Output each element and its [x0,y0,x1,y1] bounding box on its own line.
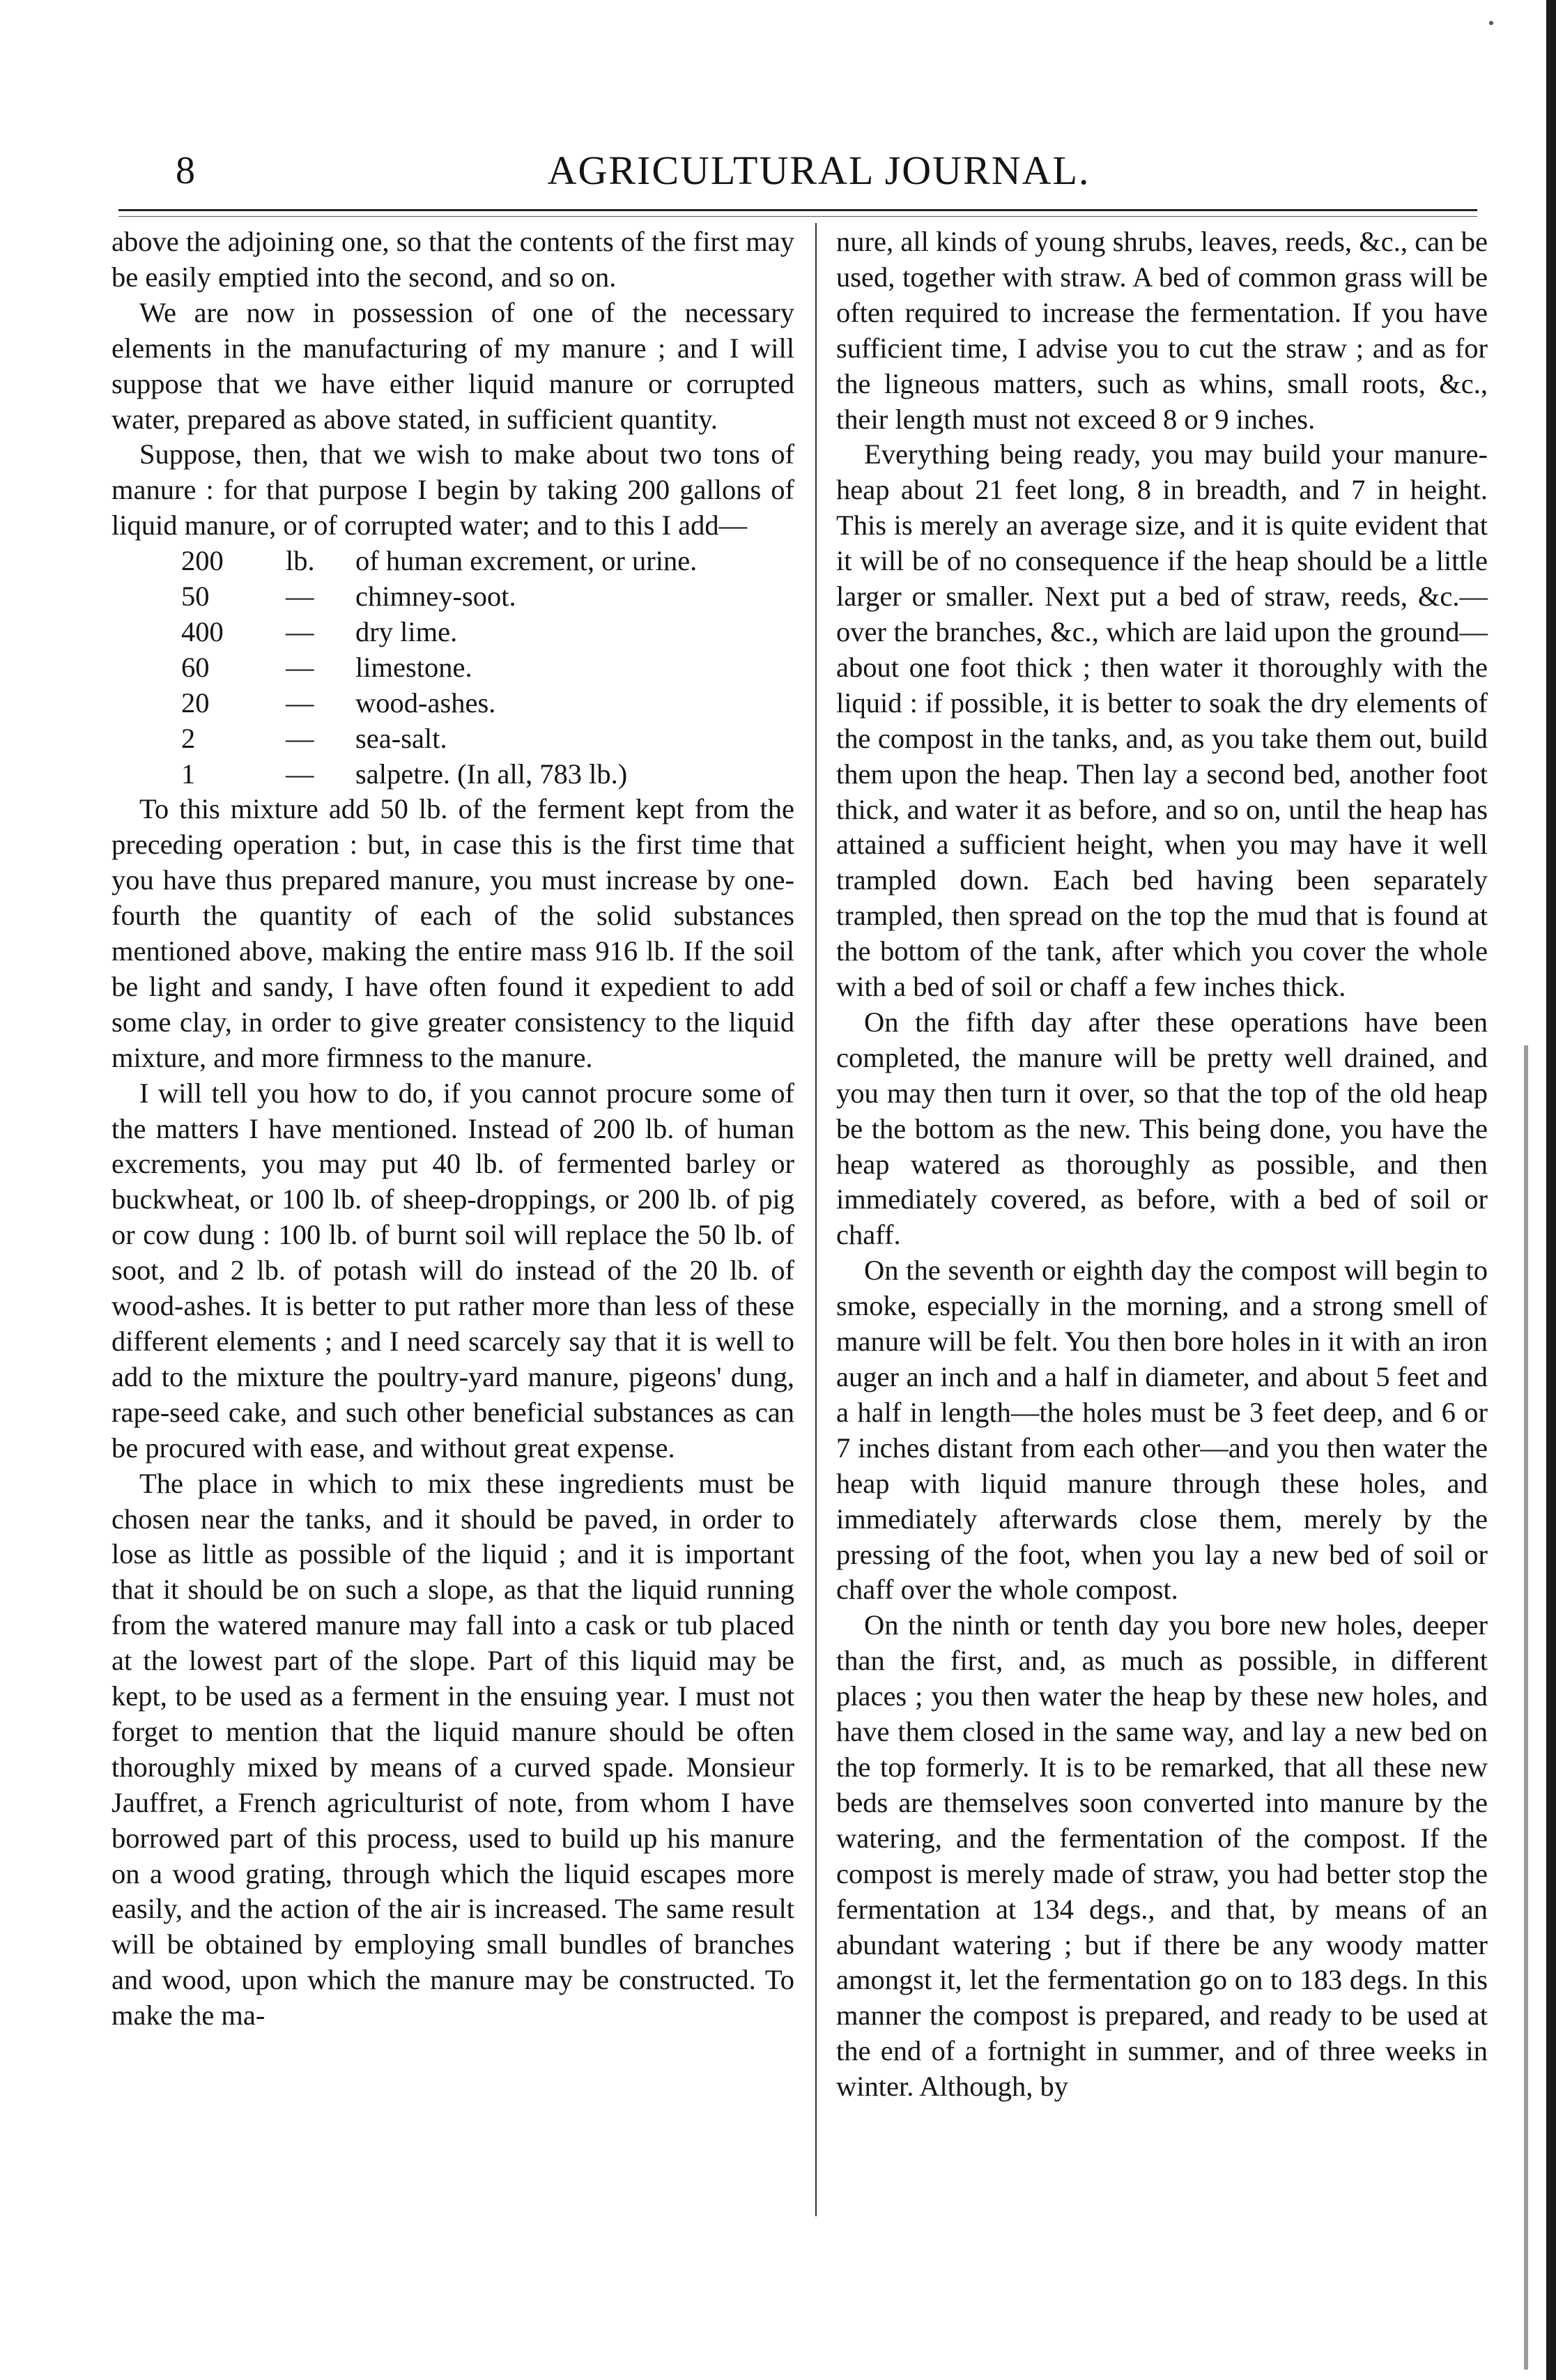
ingredient-qty: 1 [181,758,196,790]
page-number: 8 [176,149,195,192]
ingredient-item: of human excrement, or urine. [355,545,698,577]
paragraph: Suppose, then, that we wish to make about two tons of manure : for that purpose I begin by taking 200 gallons of liquid manure, or of corrupted water; and to this I add— [111,438,794,542]
ingredient-item: sea-salt. [355,722,447,754]
ingredient-list [111,544,794,792]
right-column [836,224,1488,2105]
paragraph: I will tell you how to do, if you cannot procure some of the matters I have mentioned. Instead of 200 lb. of human excrements, you may put 40 lb. of fermented barley or buckwheat, or 100 lb. of sheep-droppings, or 200 lb. of pig or cow dung : 100 lb. of burnt soil will replace the 50 lb. of soot, and 2 lb. of potash will do instead of the 20 lb. of wood-ashes. It is better to put rather more than less of these different elements ; and I need scarcely say that it is well to add to the mixture the poultry-yard manure, pigeons' dung, rape-seed cake, and such other beneficial substances as can be procured with ease, and without great expense. [111,1077,794,1464]
ingredient-row [111,579,794,615]
column-divider [815,223,817,2216]
ingredient-row [111,686,794,721]
ingredient-unit: — [286,651,314,683]
ingredient-qty: 400 [181,615,224,647]
paragraph: On the ninth or tenth day you bore new holes, deeper than the first, and, as much as possible, in different places ; you then water the heap by these new holes, and have them closed in the same way, and lay a new bed on the top formerly. It is to be remarked, that all these new beds are themselves soon converted into manure by the watering, and the fermentation of the compost. If the compost is merely made of straw, you had better stop the fermentation at 134 degs., and that, by means of an abundant watering ; but if there be any woody matter amongst it, let the fermentation go on to 183 degs. In this manner the compost is prepared, and ready to be used at the end of a fortnight in summer, and of three weeks in winter. Although, by [836,1609,1488,2103]
paragraph: On the seventh or eighth day the compost will begin to smoke, especially in the morning, and a strong smell of manure will be felt. You then bore holes in it with an iron auger an inch and a half in diameter, and about 5 feet and a half in length—the holes must be 3 feet deep, and 6 or 7 inches distant from each other—and you then water the heap with liquid manure through these holes, and immediately afterwards close them, merely by the pressing of the foot, when you lay a new bed of soil or chaff over the whole compost. [836,1254,1488,1606]
ingredient-unit: — [286,722,314,754]
scan-speck [1489,21,1493,25]
ingredient-row [111,650,794,686]
page-header [118,143,1463,199]
paragraph: We are now in possession of one of the necessary elements in the manufacturing of my manure ; and I will suppose that we have either liquid manure or corrupted water, prepared as above stated, in sufficient quantity. [111,296,794,435]
running-title: AGRICULTURAL JOURNAL. [547,148,1091,193]
scan-shadow [1524,1045,1528,2370]
ingredient-row [111,757,794,792]
ingredient-row [111,544,794,579]
ingredient-row [111,721,794,757]
paragraph: The place in which to mix these ingredients must be chosen near the tanks, and it should be paved, in order to lose as little as possible of the liquid ; and it is important that it should be on such a slope, as that the liquid running from the watered manure may fall into a cask or tub placed at the lowest part of the slope. Part of this liquid may be kept, to be used as a ferment in the ensuing year. I must not forget to mention that the liquid manure should be often thoroughly mixed by means of a curved spade. Monsieur Jauffret, a French agriculturist of note, from whom I have borrowed part of this process, used to build up his manure on a wood grating, through which the liquid escapes more easily, and the action of the air is increased. The same result will be obtained by employing small bundles of branches and wood, upon which the manure may be constructed. To make the ma- [111,1467,794,2032]
ingredient-item: dry lime. [355,615,458,647]
ingredient-qty: 50 [181,581,210,613]
paragraph: above the adjoining one, so that the contents of the first may be easily emptied into the second, and so on. [111,226,794,293]
ingredient-qty: 200 [181,545,224,577]
header-rule [118,209,1477,211]
ingredient-unit: — [286,581,314,613]
paragraph: On the fifth day after these operations have been completed, the manure will be pretty well drained, and you may then turn it over, so that the top of the old heap be the bottom as the new. This being done, you have the heap watered as thoroughly as possible, and then immediately covered, as before, with a bed of soil or chaff. [836,1006,1488,1251]
ingredient-unit: — [286,615,314,647]
ingredient-row [111,615,794,650]
left-column [111,224,794,2034]
paragraph: Everything being ready, you may build your manure-heap about 21 feet long, 8 in breadth, and 7 in height. This is merely an average size, and it is quite evident that it will be of no consequence if the heap should be a little larger or smaller. Next put a bed of straw, reeds, &c.—over the branches, &c., which are laid upon the ground—about one foot thick ; then water it thoroughly with the liquid : if possible, it is better to soak the dry elements of the compost in the tanks, and, as you take them out, build them upon the heap. Then lay a second bed, another foot thick, and water it as before, and so on, until the heap has attained a sufficient height, when you may have it well trampled down. Each bed having been separately trampled, then spread on the top the mud that is found at the bottom of the tank, after which you cover the whole with a bed of soil or chaff a few inches thick. [836,438,1488,1003]
paragraph: nure, all kinds of young shrubs, leaves, reeds, &c., can be used, together with straw. A bed of common grass will be often required to increase the fermentation. If you have sufficient time, I advise you to cut the straw ; and as for the ligneous matters, such as whins, small roots, &c., their length must not exceed 8 or 9 inches. [836,226,1488,435]
ingredient-unit: — [286,758,314,790]
ingredient-item: wood-ashes. [355,686,496,719]
ingredient-item: salpetre. (In all, 783 lb.) [355,758,628,790]
header-rule-thin [118,216,1477,217]
ingredient-qty: 60 [181,651,210,683]
ingredient-item: limestone. [355,651,472,683]
ingredient-qty: 2 [181,722,196,754]
ingredient-unit: lb. [286,545,315,577]
ingredient-unit: — [286,686,314,719]
ingredient-qty: 20 [181,686,210,719]
paragraph: To this mixture add 50 lb. of the ferment kept from the preceding operation : but, in case this is the first time that you have thus prepared manure, you must increase by one-fourth the quantity of each of the solid substances mentioned above, making the entire mass 916 lb. If the soil be light and sandy, I have often found it expedient to add some clay, in order to give greater consistency to the liquid mixture, and more firmness to the manure. [111,793,794,1073]
binding-edge [1546,0,1556,2380]
ingredient-item: chimney-soot. [355,581,516,613]
